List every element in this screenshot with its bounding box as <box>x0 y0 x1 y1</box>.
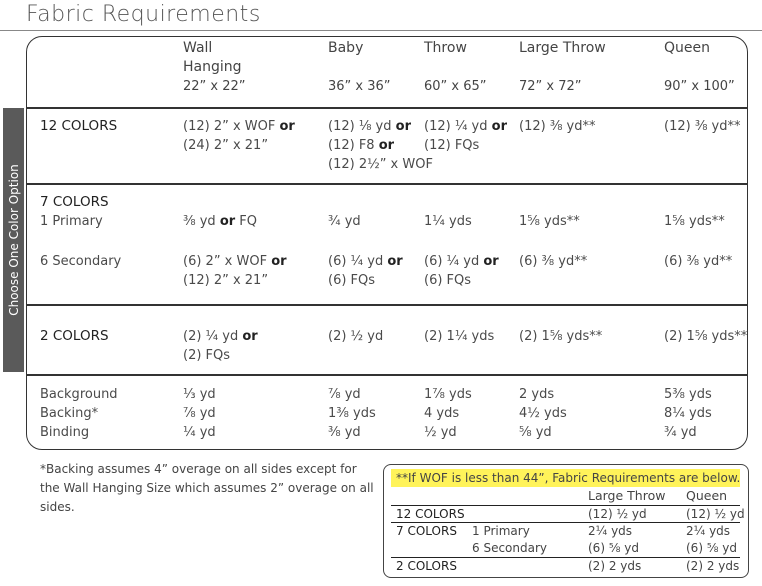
wof-row-7-secondary-queen: (6) ⅝ yd <box>686 541 737 555</box>
col-size: 22” x 22” <box>183 79 246 94</box>
cell-7-primary-throw: 1¼ yds <box>424 214 472 229</box>
cell-12-throw: (12) ¼ yd or (12) FQs <box>424 119 507 153</box>
wof-row-2-large: (2) 2 yds <box>588 559 642 573</box>
other-queen: 5⅜ yds 8¼ yds ¾ yd <box>664 387 712 440</box>
cell-7-primary-wall: ⅜ yd or FQ <box>183 214 257 229</box>
row-divider <box>26 374 748 376</box>
col-name: Large Throw <box>519 40 606 56</box>
cell-7-primary-queen: 1⅝ yds** <box>664 214 725 229</box>
wof-col-large: Large Throw <box>588 488 666 503</box>
col-header-baby <box>328 39 391 96</box>
other-baby: ⅞ yd 1⅜ yds ⅜ yd <box>328 387 376 440</box>
other-throw: 1⅞ yds 4 yds ½ yd <box>424 387 472 440</box>
other-large: 2 yds 4½ yds ⅝ yd <box>519 387 567 440</box>
cell-12-wall: (12) 2” x WOF or (24) 2” x 21” <box>183 119 295 153</box>
col-name: Baby <box>328 40 364 56</box>
cell-7-primary-baby: ¾ yd <box>328 214 361 229</box>
wof-col-queen: Queen <box>686 488 728 503</box>
col-header-queen <box>664 39 735 96</box>
cell-7-secondary-queen: (6) ⅜ yd** <box>664 254 733 269</box>
col-header-large-throw <box>519 39 606 96</box>
cell-2-wall: (2) ¼ yd or (2) FQs <box>183 329 258 363</box>
wof-row-12-large: (12) ½ yd <box>588 507 647 521</box>
title-divider <box>0 30 762 31</box>
col-name: Queen <box>664 40 710 56</box>
cell-2-large: (2) 1⅝ yds** <box>519 329 603 344</box>
cell-2-queen: (2) 1⅝ yds** <box>664 329 748 344</box>
row-label-7-colors: 7 COLORS <box>40 194 109 210</box>
wof-note-header: **If WOF is less than 44”, Fabric Requirements are below. <box>396 471 741 485</box>
requirements-table <box>26 36 748 450</box>
cell-2-throw: (2) 1¼ yds <box>424 329 495 344</box>
wof-row-12-queen: (12) ½ yd <box>686 507 745 521</box>
cell-7-secondary-large: (6) ⅜ yd** <box>519 254 588 269</box>
col-size: 36” x 36” <box>328 79 391 94</box>
wof-row-7-primary-large: 2¼ yds <box>588 524 633 538</box>
row-label-2-colors: 2 COLORS <box>40 328 109 344</box>
col-name: Throw <box>424 40 467 56</box>
other-wall: ⅓ yd ⅞ yd ¼ yd <box>183 387 216 440</box>
page-title: Fabric Requirements <box>26 2 261 27</box>
other-labels: Background Backing* Binding <box>40 387 118 440</box>
row-divider <box>26 107 748 109</box>
col-header-throw <box>424 39 487 96</box>
cell-7-primary-large: 1⅝ yds** <box>519 214 580 229</box>
row-label-primary: 1 Primary <box>40 214 103 229</box>
cell-7-secondary-wall: (6) 2” x WOF or (12) 2” x 21” <box>183 254 287 288</box>
col-size: 72” x 72” <box>519 79 582 94</box>
cell-7-secondary-throw: (6) ¼ yd or (6) FQs <box>424 254 499 288</box>
row-divider <box>26 183 748 185</box>
cell-12-large: (12) ⅜ yd** <box>519 119 596 134</box>
wof-row-7-secondary: 6 Secondary <box>472 541 547 555</box>
wof-row-7-secondary-large: (6) ⅝ yd <box>588 541 639 555</box>
wof-row-2-queen: (2) 2 yds <box>686 559 740 573</box>
col-header-wall-hanging <box>183 39 246 96</box>
backing-footnote: *Backing assumes 4” overage on all sides except for the Wall Hanging Size which assumes 2” overage on all sides. <box>40 462 374 514</box>
color-option-side-tab: Choose One Color Option <box>3 108 24 372</box>
wof-row-2-label: 2 COLORS <box>396 559 457 573</box>
cell-12-queen: (12) ⅜ yd** <box>664 119 741 134</box>
wof-row-12-label: 12 COLORS <box>396 507 465 521</box>
wof-row-7-primary: 1 Primary <box>472 524 530 538</box>
cell-2-baby: (2) ½ yd <box>328 329 384 344</box>
row-label-secondary: 6 Secondary <box>40 254 122 269</box>
row-divider <box>26 304 748 306</box>
wof-row-7-label: 7 COLORS <box>396 524 457 538</box>
col-size: 60” x 65” <box>424 79 487 94</box>
col-size: 90” x 100” <box>664 79 735 94</box>
row-label-12-colors: 12 COLORS <box>40 118 118 134</box>
cell-12-baby: (12) ⅛ yd or (12) F8 or (12) 2½” x WOF <box>328 119 433 172</box>
cell-7-secondary-baby: (6) ¼ yd or (6) FQs <box>328 254 403 288</box>
col-name: Wall Hanging <box>183 40 242 75</box>
wof-row-7-primary-queen: 2¼ yds <box>686 524 731 538</box>
